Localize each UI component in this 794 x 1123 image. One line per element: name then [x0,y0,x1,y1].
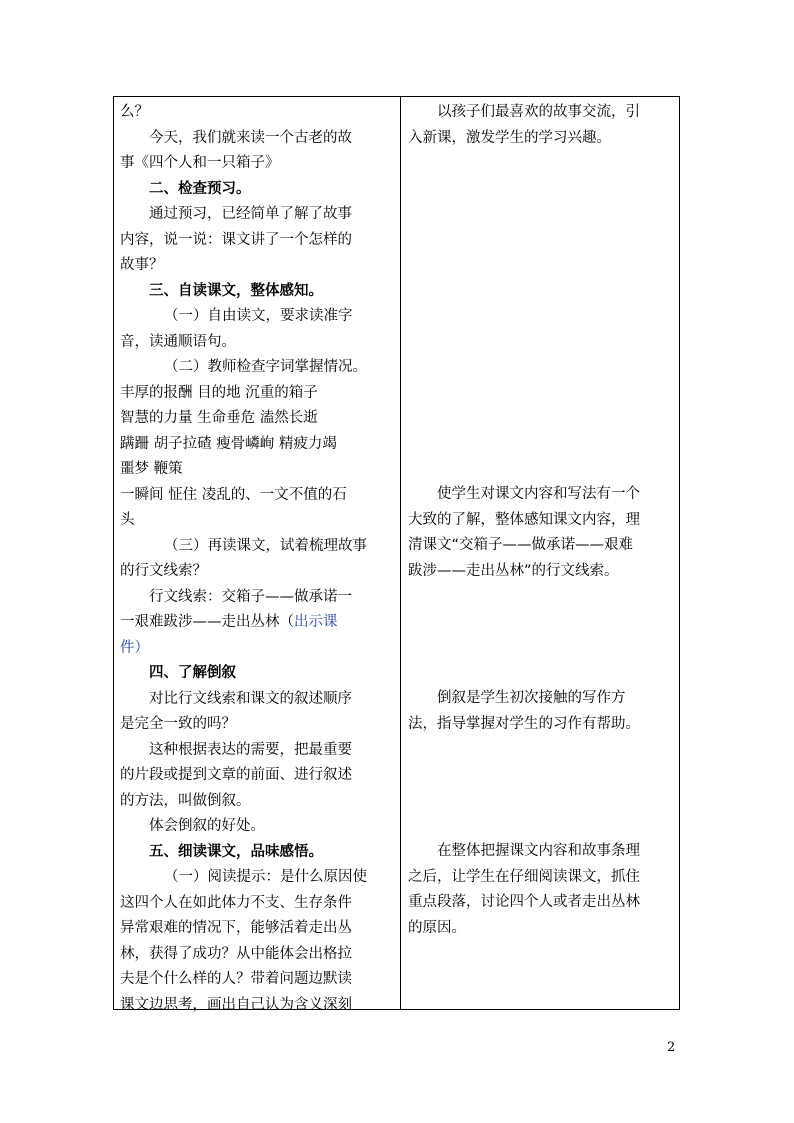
note-line: 重点段落，讨论四个人或者走出丛林 [408,894,640,910]
text-line: 课文边思考，画出自己认为含义深刻 [120,996,352,1013]
note-line: 倒叙是学生初次接触的写作方 [437,690,626,706]
note-line: 大致的了解，整体感知课文内容，理 [408,511,640,528]
text-line: 异常艰难的情况下，能够活着走出丛 [120,920,352,936]
note-line: 跋涉——走出丛林”的行文线索。 [408,562,619,579]
design-note [408,686,675,737]
text-line: 的片段或提到文章的前面、进行叙述 [120,767,352,783]
text-line: 林，获得了成功？从中能体会出格拉 [120,945,352,962]
design-intent-column [401,97,681,1009]
section-heading: 四、了解倒叙 [149,665,236,681]
text-line: 内容，说一说：课文讲了一个怎样的 [120,231,352,248]
text-line: 么？ [120,104,149,120]
courseware-link[interactable]: 出示课 [294,614,338,630]
text-line: （一）自由读文，要求读准字 [164,308,353,324]
vocabulary-line: 一瞬间 怔住 凌乱的、一文不值的石 [120,486,347,503]
text-line: 这种根据表达的需要，把最重要 [149,741,352,758]
text-line: 故事？ [120,257,164,273]
note-line: 入新课，激发学生的学习兴趣。 [408,129,611,146]
text-line: （二）教师检查字词掌握情况。 [164,359,367,375]
text-line: 通过预习，已经简单了解了故事 [149,206,352,222]
text-line: （一）阅读提示：是什么原因使 [164,869,367,885]
note-line: 法，指导掌握对学生的习作有帮助。 [408,715,640,732]
vocabulary-line: 丰厚的报酬 目的地 沉重的箱子 [120,384,318,401]
text-line: 的方法，叫做倒叙。 [120,792,251,809]
design-note [408,100,675,151]
text-line: 行文线索：交箱子——做承诺一 [149,588,352,605]
design-note [408,839,675,941]
note-line: 之后，让学生在仔细阅读课文，抓住 [408,868,640,885]
text-line: 是完全一致的吗？ [120,716,236,732]
section-heading: 三、自读课文，整体感知。 [149,282,323,299]
lesson-plan-table [113,96,680,1013]
text-line: 的行文线索？ [120,563,207,579]
text-line: 今天，我们就来读一个古老的故 [149,129,352,146]
text-line: 夫是个什么样的人？带着问题边默读 [120,971,352,987]
note-line: 的原因。 [408,919,466,936]
text-line: 音，读通顺语句。 [120,333,236,350]
text-line: 对比行文线索和课文的叙述顺序 [149,690,352,707]
text-line: 事《四个人和一只箱子》 [120,155,280,171]
note-line: 使学生对课文内容和写法有一个 [437,486,640,502]
vocabulary-line: 头 [120,512,135,528]
note-line: 清课文“交箱子——做承诺——艰难 [408,537,634,553]
design-note [408,482,675,584]
page-number: 2 [667,1040,676,1055]
note-line: 在整体把握课文内容和故事条理 [437,843,640,859]
text-line: 体会倒叙的好处。 [149,818,265,834]
text-line [120,610,396,636]
vocabulary-line: 噩梦 鞭策 [120,461,183,477]
text-line: （三）再读课文，试着梳理故事 [164,537,367,554]
vocabulary-line: 蹒跚 胡子拉碴 瘦骨嶙峋 精疲力竭 [120,435,337,452]
text-line: 这四个人在如此体力不支、生存条件 [120,894,352,911]
note-line: 以孩子们最喜欢的故事交流，引 [437,104,640,120]
vocabulary-line: 智慧的力量 生命垂危 溘然长逝 [120,410,318,426]
section-heading: 二、检查预习。 [149,180,251,197]
teaching-process-column [114,97,400,1013]
section-heading: 五、细读课文，品味感悟。 [149,843,323,860]
courseware-link[interactable]: 件） [120,639,149,656]
text-line-part: 一艰难跋涉——走出丛林（ [120,614,294,630]
